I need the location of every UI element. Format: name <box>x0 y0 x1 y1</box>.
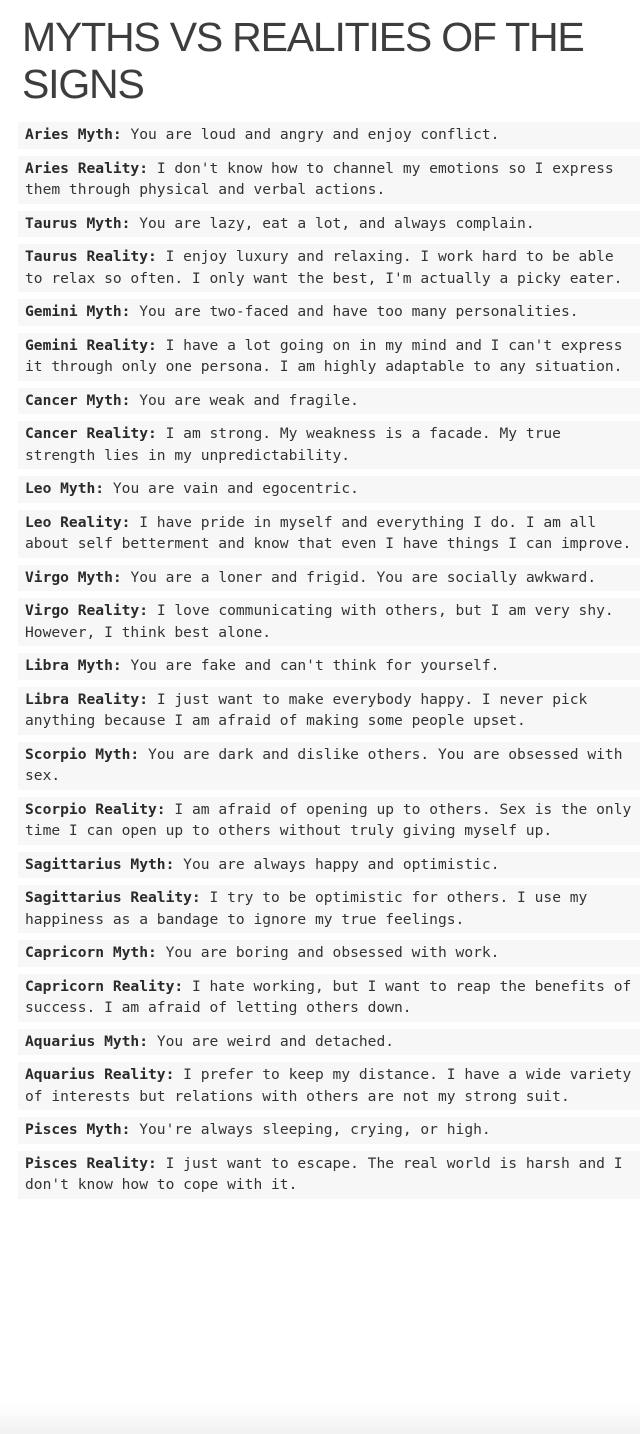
entry-label: Taurus Myth: <box>25 214 131 232</box>
entry-label: Gemini Myth: <box>25 303 131 320</box>
entry-label: Scorpio Reality: <box>25 800 166 818</box>
list-item <box>18 1029 640 1056</box>
list-item <box>18 156 640 204</box>
page-title: MYTHS VS REALITIES OF THE SIGNS <box>22 14 584 107</box>
entry-text: I am afraid of opening up to others. Sex is the only time I can open up to others without truly giving myself up. <box>25 800 632 839</box>
list-item <box>18 940 640 967</box>
entry-label: Aries Reality: <box>25 159 149 177</box>
entry-label: Sagittarius Reality: <box>25 889 201 906</box>
entry-label: Aries Myth: <box>25 126 122 143</box>
entry-label: Leo Reality: <box>25 513 131 531</box>
entry-text: I love communicating with others, but I am very shy. However, I think best alone. <box>25 602 614 641</box>
entry-label: Virgo Myth: <box>25 568 122 586</box>
entry-text: You are two-faced and have too many personalities. <box>139 303 579 320</box>
entry-text: I hate working, but I want to reap the benefits of success. I am afraid of letting others down. <box>25 977 632 1016</box>
list-item <box>18 598 640 646</box>
entry-text: You're always sleeping, crying, or high. <box>139 1121 491 1138</box>
list-item <box>18 1151 640 1199</box>
entry-label: Aquarius Myth: <box>25 1032 149 1050</box>
entry-text: You are weak and fragile. <box>139 391 359 409</box>
list-item <box>18 852 640 879</box>
list-item <box>18 421 640 469</box>
list-item <box>18 687 640 735</box>
entry-text: You are fake and can't think for yourself. <box>130 657 500 674</box>
entry-label: Virgo Reality: <box>25 602 149 619</box>
entry-label: Taurus Reality: <box>25 248 157 265</box>
list-item <box>18 211 640 238</box>
list-item <box>18 333 640 381</box>
list-item <box>18 565 640 592</box>
entry-label: Cancer Myth: <box>25 391 131 409</box>
entry-label: Sagittarius Myth: <box>25 855 175 873</box>
entry-text: You are vain and egocentric. <box>112 480 359 497</box>
list-item <box>18 885 640 933</box>
entry-text: You are dark and dislike others. You are obsessed with sex. <box>25 745 623 784</box>
entry-text: I have pride in myself and everything I do. I am all about self betterment and know that even I have things I can improve. <box>25 513 632 552</box>
entry-text: You are a loner and frigid. You are socially awkward. <box>130 568 597 586</box>
entry-text: I just want to make everybody happy. I never pick anything because I am afraid of making some people upset. <box>25 690 588 729</box>
entry-text: I try to be optimistic for others. I use my happiness as a bandage to ignore my true feelings. <box>25 889 588 928</box>
entry-text: I don't know how to channel my emotions so I express them through physical and verbal actions. <box>25 159 614 198</box>
entry-label: Libra Reality: <box>25 690 149 708</box>
entry-text: I just want to escape. The real world is harsh and I don't know how to cope with it. <box>25 1154 623 1193</box>
list-item <box>18 742 640 790</box>
entry-label: Libra Myth: <box>25 657 122 674</box>
list-item <box>18 122 640 149</box>
entry-label: Gemini Reality: <box>25 336 157 354</box>
entry-label: Leo Myth: <box>25 480 105 497</box>
entry-label: Aquarius Reality: <box>25 1066 175 1083</box>
entry-label: Pisces Myth: <box>25 1121 131 1138</box>
list-item <box>18 244 640 292</box>
bottom-fade <box>0 1404 640 1434</box>
list-item <box>18 653 640 680</box>
entry-text: You are always happy and optimistic. <box>183 855 500 873</box>
entry-text: I have a lot going on in my mind and I can't express it through only one persona. I am highly adaptable to any situation. <box>25 336 623 375</box>
entry-label: Cancer Reality: <box>25 425 157 442</box>
entry-text: I enjoy luxury and relaxing. I work hard to be able to relax so often. I only want the best, I'm actually a picky eater. <box>25 248 623 287</box>
entry-label: Capricorn Reality: <box>25 977 184 995</box>
list-item <box>18 974 640 1022</box>
entry-text: You are lazy, eat a lot, and always complain. <box>139 214 535 232</box>
entry-label: Scorpio Myth: <box>25 745 140 763</box>
entry-label: Pisces Reality: <box>25 1154 157 1172</box>
list-item <box>18 797 640 845</box>
list-item <box>18 388 640 415</box>
list-item <box>18 510 640 558</box>
entry-text: I prefer to keep my distance. I have a wide variety of interests but relations with others are not my strong suit. <box>25 1066 632 1105</box>
entry-text: You are weird and detached. <box>156 1032 395 1050</box>
list-item <box>18 1062 640 1110</box>
entry-text: You are boring and obsessed with work. <box>165 944 500 961</box>
list-item <box>18 1117 640 1144</box>
entry-list <box>18 122 640 1206</box>
entry-text: I am strong. My weakness is a facade. My true strength lies in my unpredictability. <box>25 425 561 464</box>
list-item <box>18 476 640 503</box>
entry-label: Capricorn Myth: <box>25 944 157 961</box>
entry-text: You are loud and angry and enjoy conflict. <box>130 126 500 143</box>
list-item <box>18 299 640 326</box>
